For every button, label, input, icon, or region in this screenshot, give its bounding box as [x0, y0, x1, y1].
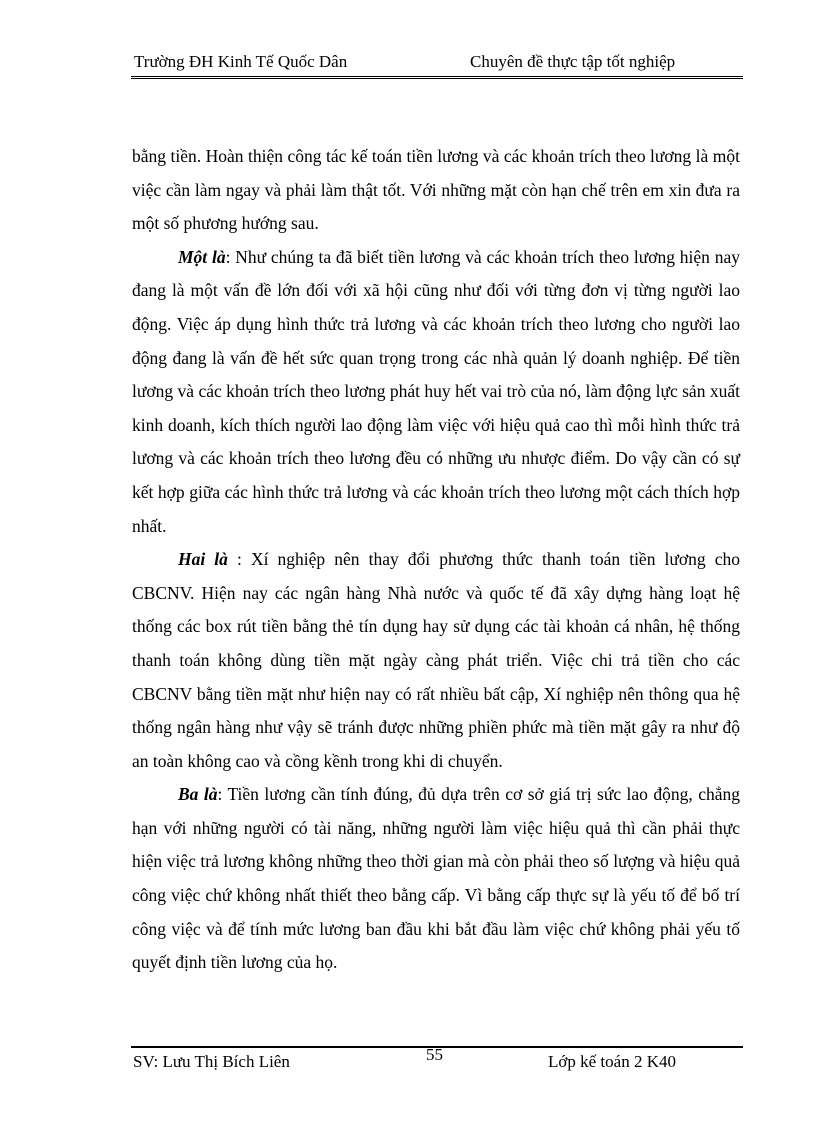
paragraph-one: [132, 241, 740, 543]
page-header: [131, 50, 743, 79]
header-school-name: Trường ĐH Kinh Tế Quốc Dân: [134, 52, 348, 71]
paragraph-two-text: : Xí nghiệp nên thay đổi phương thức thanh toán tiền lương cho CBCNV. Hiện nay các ngân hàng Nhà nước và quốc tế đã xây dựng hàng loạt hệ thống các box rút tiền bằng thẻ tín dụng hay sử dụng các tài khoản cá nhân, hệ thống thanh toán không dùng tiền mặt ngày càng phát triển. Việc chi trả tiền cho các CBCNV bằng tiền mặt như hiện nay có rất nhiều bất cập, Xí nghiệp nên thông qua hệ thống ngân hàng như vậy sẽ tránh được những phiền phức mà tiền mặt gây ra như độ an toàn không cao và cồng kềnh trong khi di chuyển.: [132, 549, 740, 771]
page-footer: [131, 1046, 743, 1078]
paragraph-three: [132, 778, 740, 980]
footer-class-name: Lớp kế toán 2 K40: [548, 1052, 676, 1071]
footer-student-name: SV: Lưu Thị Bích Liên: [133, 1052, 290, 1071]
paragraph-intro-text: bằng tiền. Hoàn thiện công tác kế toán tiền lương và các khoản trích theo lương là một việc cần làm ngay và phải làm thật tốt. Với những mặt còn hạn chế trên em xin đưa ra một số phương hướng sau.: [132, 146, 740, 234]
paragraph-two: [132, 543, 740, 778]
document-body: [132, 140, 740, 980]
paragraph-one-lead: Một là: [178, 246, 226, 267]
paragraph-intro: [132, 140, 740, 241]
page-number: 55: [426, 1045, 443, 1064]
paragraph-three-lead: Ba là: [178, 784, 218, 805]
paragraph-three-text: : Tiền lương cần tính đúng, đủ dựa trên cơ sở giá trị sức lao động, chẳng hạn với những người có tài năng, những người làm việc hiệu quả thì cần phải thực hiện việc trả lương không những theo thời gian mà còn phải theo số lượng và hiệu quả công việc chứ không nhất thiết theo bằng cấp. Vì bằng cấp thực sự là yếu tố để bố trí công việc và để tính mức lương ban đầu khi bắt đầu làm việc chứ không phải yếu tố quyết định tiền lương của họ.: [132, 784, 740, 973]
paragraph-two-lead: Hai là: [178, 549, 228, 570]
header-document-title: Chuyên đề thực tập tốt nghiệp: [470, 52, 676, 71]
paragraph-one-text: : Như chúng ta đã biết tiền lương và các khoản trích theo lương hiện nay đang là một vấn đề lớn đối với xã hội cũng như đối với từng đơn vị từng người lao động. Việc áp dụng hình thức trả lương và các khoản trích theo lương cho người lao động đang là vấn đề hết sức quan trọng trong các nhà quản lý doanh nghiệp. Để tiền lương và các khoản trích theo lương phát huy hết vai trò của nó, làm động lực sản xuất kinh doanh, kích thích người lao động làm việc với hiệu quả cao thì mỗi hình thức trả lương và các khoản trích theo lương đều có những ưu nhược điểm. Do vậy cần có sự kết hợp giữa các hình thức trả lương và các khoản trích theo lương một cách thích hợp nhất.: [132, 246, 740, 536]
